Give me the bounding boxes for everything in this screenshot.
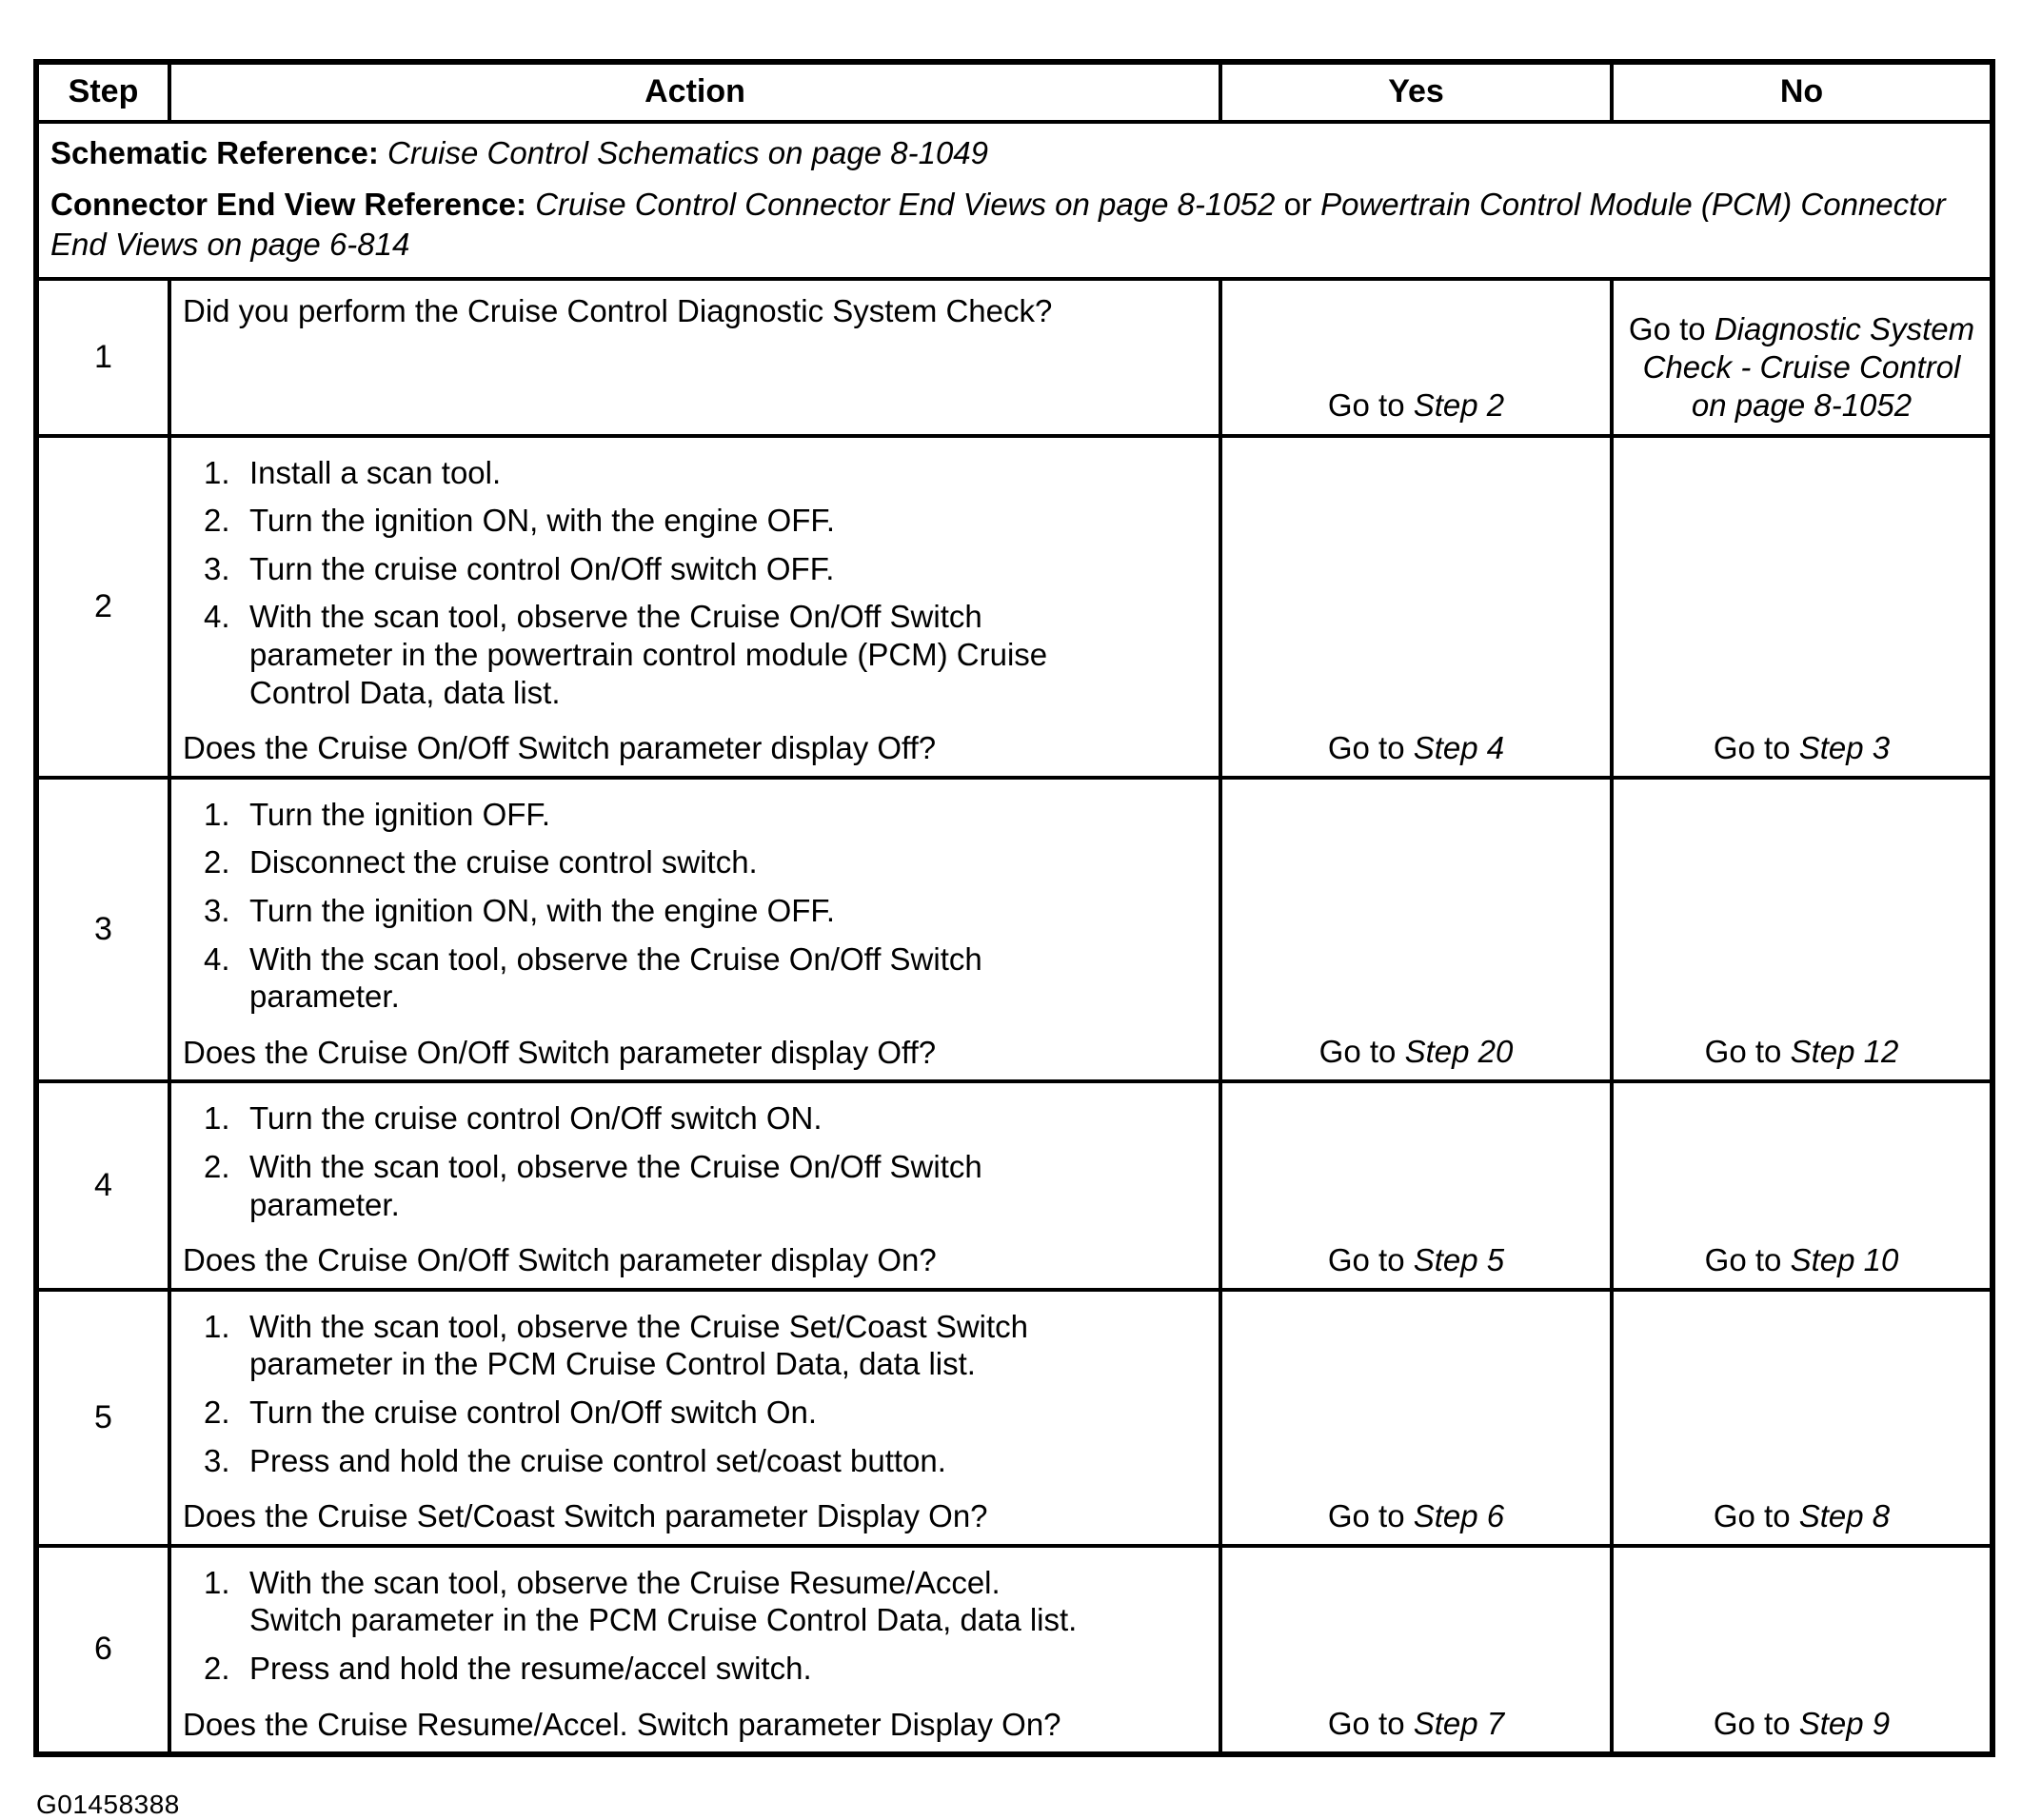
schematic-reference xyxy=(50,133,1952,173)
item-text: Press and hold the cruise control set/coast button. xyxy=(249,1442,946,1478)
item-text: With the scan tool, observe the Cruise Set/Coast Switch parameter in the PCM Cruise Control Data, data list. xyxy=(249,1308,1029,1382)
item-number: 2. xyxy=(204,844,230,880)
figure-code: G01458388 xyxy=(36,1790,180,1820)
action-step-item xyxy=(204,796,1085,834)
no-goto xyxy=(1705,1033,1899,1071)
yes-goto xyxy=(1319,1033,1514,1071)
goto-target: Diagnostic System Check - Cruise Control on page 8-1052 xyxy=(1642,310,1975,424)
goto-prefix: Go to xyxy=(1628,310,1706,346)
step-number-cell xyxy=(36,1081,169,1289)
action-step-item xyxy=(204,550,1085,588)
table-row xyxy=(36,778,1992,1082)
item-text: Turn the cruise control On/Off switch OFF. xyxy=(249,550,835,586)
item-text: Turn the cruise control On/Off switch ON. xyxy=(249,1100,823,1137)
item-number: 1. xyxy=(204,454,230,490)
item-text: Turn the ignition ON, with the engine OFF. xyxy=(249,893,836,929)
goto-target: Step 4 xyxy=(1413,729,1505,765)
goto-target: Step 3 xyxy=(1798,729,1891,765)
action-cell xyxy=(169,436,1220,778)
connector-reference-conjunction: or xyxy=(1283,187,1312,223)
item-text: Install a scan tool. xyxy=(249,454,502,490)
item-number: 2. xyxy=(204,1394,230,1430)
action-cell xyxy=(169,1546,1220,1754)
item-number: 2. xyxy=(204,503,230,539)
step-number-cell xyxy=(36,1290,169,1546)
step-number: 3 xyxy=(94,911,112,948)
action-step-item xyxy=(204,1148,1085,1223)
goto-target: Step 2 xyxy=(1413,387,1505,424)
action-cell xyxy=(169,778,1220,1082)
item-text: Turn the cruise control On/Off switch On. xyxy=(249,1394,818,1430)
goto-target: Step 12 xyxy=(1790,1034,1899,1070)
step-number: 5 xyxy=(94,1398,112,1435)
goto-target: Step 9 xyxy=(1798,1705,1891,1741)
connector-reference-label: Connector End View Reference: xyxy=(50,187,527,223)
item-number: 3. xyxy=(204,1442,230,1478)
goto-prefix: Go to xyxy=(1327,1497,1405,1533)
item-number: 1. xyxy=(204,1564,230,1600)
goto-target: Step 5 xyxy=(1413,1241,1505,1277)
schematic-reference-link: Cruise Control Schematics on page 8-1049 xyxy=(387,135,989,170)
action-step-item xyxy=(204,454,1085,492)
no-cell xyxy=(1612,436,1992,778)
action-items xyxy=(183,1093,1209,1234)
action-step-item xyxy=(204,1099,1085,1138)
no-cell xyxy=(1612,1081,1992,1289)
item-number: 1. xyxy=(204,796,230,832)
column-header-yes: Yes xyxy=(1220,62,1612,122)
table-row xyxy=(36,1546,1992,1754)
goto-prefix: Go to xyxy=(1327,387,1405,424)
goto-prefix: Go to xyxy=(1713,1497,1791,1533)
step-number-cell xyxy=(36,1546,169,1754)
yes-goto xyxy=(1328,729,1504,767)
table-header-row xyxy=(36,62,1992,122)
action-step-item xyxy=(204,1394,1085,1432)
schematic-reference-label: Schematic Reference: xyxy=(50,135,379,170)
goto-prefix: Go to xyxy=(1327,1241,1405,1277)
goto-prefix: Go to xyxy=(1327,1705,1405,1741)
table-row xyxy=(36,436,1992,778)
item-number: 2. xyxy=(204,1650,230,1686)
yes-cell xyxy=(1220,1290,1612,1546)
item-number: 4. xyxy=(204,599,230,635)
no-cell xyxy=(1612,1290,1992,1546)
connector-end-view-reference xyxy=(50,185,1952,265)
no-goto xyxy=(1627,310,1976,425)
action-items xyxy=(183,789,1209,1026)
action-cell xyxy=(169,1290,1220,1546)
yes-goto xyxy=(1328,1497,1504,1535)
goto-target: Step 20 xyxy=(1404,1034,1514,1070)
goto-target: Step 8 xyxy=(1798,1497,1891,1533)
action-step-item xyxy=(204,892,1085,930)
diagnostic-table xyxy=(33,59,1995,1757)
action-step-item xyxy=(204,843,1085,881)
item-number: 4. xyxy=(204,940,230,977)
action-step-item xyxy=(204,1564,1085,1639)
table-row xyxy=(36,1081,1992,1289)
yes-cell xyxy=(1220,436,1612,778)
item-text: With the scan tool, observe the Cruise On/Off Switch parameter. xyxy=(249,1149,982,1222)
step-number-cell xyxy=(36,778,169,1082)
item-text: With the scan tool, observe the Cruise Resume/Accel. Switch parameter in the PCM Cruise Control Data, data list. xyxy=(249,1564,1078,1638)
no-cell xyxy=(1612,279,1992,436)
item-number: 1. xyxy=(204,1100,230,1137)
item-text: With the scan tool, observe the Cruise On/Off Switch parameter in the powertrain control module (PCM) Cruise Control Data, data list. xyxy=(249,599,1048,710)
table-row xyxy=(36,1290,1992,1546)
no-goto xyxy=(1705,1241,1899,1279)
action-question: Does the Cruise On/Off Switch parameter display Off? xyxy=(183,1034,937,1070)
goto-prefix: Go to xyxy=(1713,1705,1791,1741)
step-number: 6 xyxy=(94,1631,112,1668)
step-number: 4 xyxy=(94,1167,112,1204)
action-step-item xyxy=(204,1650,1085,1688)
action-step-item xyxy=(204,1308,1085,1383)
action-question: Does the Cruise On/Off Switch parameter display Off? xyxy=(183,730,937,766)
action-step-item xyxy=(204,1442,1085,1480)
item-text: Press and hold the resume/accel switch. xyxy=(249,1650,812,1686)
yes-goto xyxy=(1328,1241,1504,1279)
action-cell xyxy=(169,1081,1220,1289)
item-text: With the scan tool, observe the Cruise On/Off Switch parameter. xyxy=(249,940,982,1015)
references-cell xyxy=(36,122,1992,279)
item-text: Turn the ignition OFF. xyxy=(249,796,551,832)
column-header-action: Action xyxy=(169,62,1220,122)
connector-reference-link-1: Cruise Control Connector End Views on page 8-1052 xyxy=(535,187,1276,223)
action-question: Did you perform the Cruise Control Diagnostic System Check? xyxy=(183,292,1053,328)
goto-prefix: Go to xyxy=(1704,1034,1782,1070)
no-cell xyxy=(1612,778,1992,1082)
action-items xyxy=(183,447,1209,722)
goto-prefix: Go to xyxy=(1318,1034,1397,1070)
action-step-item xyxy=(204,940,1085,1016)
goto-prefix: Go to xyxy=(1713,729,1791,765)
item-number: 3. xyxy=(204,550,230,586)
step-number: 1 xyxy=(94,338,112,375)
yes-goto xyxy=(1328,386,1504,425)
item-number: 3. xyxy=(204,893,230,929)
column-header-no: No xyxy=(1612,62,1992,122)
yes-cell xyxy=(1220,1546,1612,1754)
yes-cell xyxy=(1220,279,1612,436)
yes-cell xyxy=(1220,1081,1612,1289)
action-step-item xyxy=(204,598,1085,711)
no-goto xyxy=(1714,1497,1890,1535)
no-goto xyxy=(1714,1705,1890,1743)
yes-cell xyxy=(1220,778,1612,1082)
item-text: Turn the ignition ON, with the engine OFF. xyxy=(249,503,836,539)
yes-goto xyxy=(1328,1705,1504,1743)
column-header-step: Step xyxy=(36,62,169,122)
goto-prefix: Go to xyxy=(1327,729,1405,765)
goto-target: Step 7 xyxy=(1413,1705,1505,1741)
table-row xyxy=(36,279,1992,436)
action-question: Does the Cruise On/Off Switch parameter display On? xyxy=(183,1242,937,1278)
action-cell xyxy=(169,279,1220,436)
action-items xyxy=(183,1301,1209,1490)
no-goto xyxy=(1714,729,1890,767)
item-text: Disconnect the cruise control switch. xyxy=(249,844,758,880)
step-number-cell xyxy=(36,436,169,778)
item-number: 1. xyxy=(204,1308,230,1344)
references-row xyxy=(36,122,1992,279)
action-step-item xyxy=(204,502,1085,540)
step-number-cell xyxy=(36,279,169,436)
action-question: Does the Cruise Resume/Accel. Switch parameter Display On? xyxy=(183,1706,1061,1742)
item-number: 2. xyxy=(204,1149,230,1185)
action-question: Does the Cruise Set/Coast Switch parameter Display On? xyxy=(183,1498,988,1534)
no-cell xyxy=(1612,1546,1992,1754)
connector-reference-link-2: Powertrain Control Module (PCM) Connector End Views on page 6-814 xyxy=(50,187,1946,263)
action-items xyxy=(183,1557,1209,1698)
goto-target: Step 6 xyxy=(1413,1497,1505,1533)
goto-prefix: Go to xyxy=(1704,1241,1782,1277)
step-number: 2 xyxy=(94,587,112,624)
goto-target: Step 10 xyxy=(1790,1241,1899,1277)
